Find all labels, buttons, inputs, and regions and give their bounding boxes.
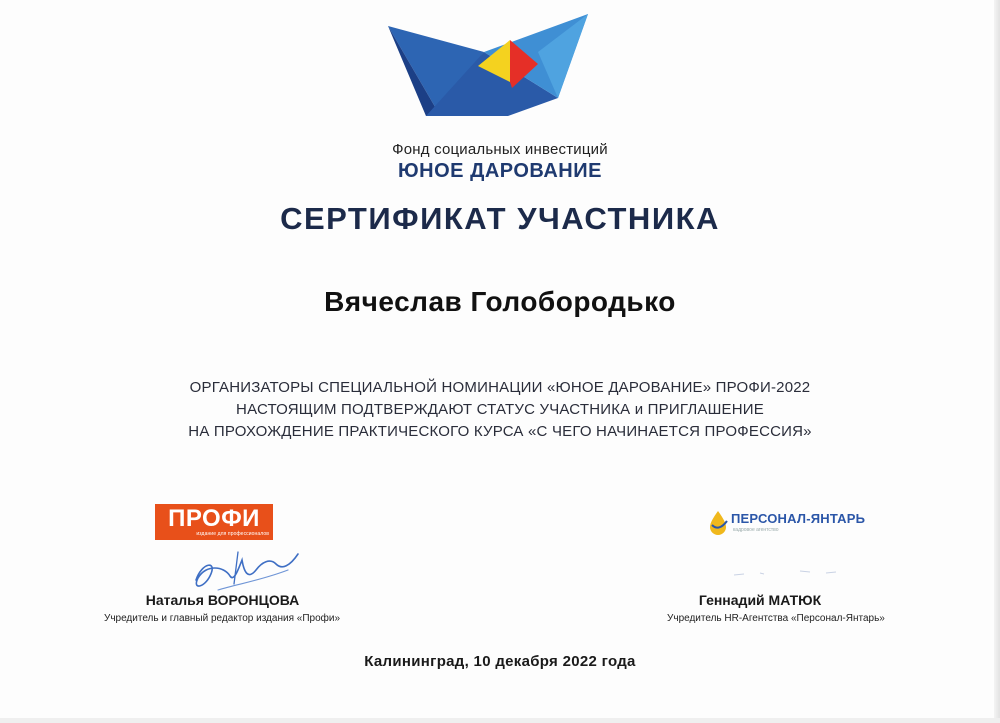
signer-right-name: Геннадий МАТЮК bbox=[698, 592, 822, 608]
amber-drop-icon bbox=[707, 509, 729, 535]
profi-logo bbox=[155, 504, 273, 540]
signer-left-role: Учредитель и главный редактор издания «Профи» bbox=[103, 613, 341, 624]
paper-boat-icon bbox=[388, 12, 592, 118]
personal-yantar-logo-subtext: кадровое агентство bbox=[733, 527, 779, 533]
signer-left-name: Наталья ВОРОНЦОВА bbox=[145, 592, 300, 608]
signer-right-role: Учредитель HR-Агентства «Персонал-Янтарь» bbox=[667, 613, 885, 624]
recipient-name: Вячеслав Голобородько bbox=[324, 286, 676, 317]
body-line-3: НА ПРОХОЖДЕНИЕ ПРАКТИЧЕСКОГО КУРСА «С ЧЕГО НАЧИНАЕТСЯ ПРОФЕССИЯ» bbox=[188, 423, 812, 440]
body-line-2: НАСТОЯЩИМ ПОДТВЕРЖДАЮТ СТАТУС УЧАСТНИКА и ПРИГЛАШЕНИЕ bbox=[236, 401, 764, 418]
faint-signature-right bbox=[730, 565, 840, 581]
signature-left bbox=[178, 540, 308, 600]
foundation-subtitle: Фонд социальных инвестиций bbox=[392, 141, 608, 158]
body-line-1: ОРГАНИЗАТОРЫ СПЕЦИАЛЬНОЙ НОМИНАЦИИ «ЮНОЕ ДАРОВАНИЕ» ПРОФИ-2022 bbox=[189, 379, 811, 396]
profi-logo-subtext: издание для профессионалов bbox=[196, 531, 269, 537]
personal-yantar-logo bbox=[707, 505, 866, 539]
profi-logo-text: ПРОФИ bbox=[168, 505, 260, 532]
personal-yantar-logo-text: ПЕРСОНАЛ-ЯНТАРЬ bbox=[731, 511, 866, 526]
place-and-date: Калининград, 10 декабря 2022 года bbox=[364, 653, 636, 670]
certificate-title: СЕРТИФИКАТ УЧАСТНИКА bbox=[280, 201, 720, 236]
foundation-name: ЮНОЕ ДАРОВАНИЕ bbox=[398, 160, 602, 182]
paper-edge-right bbox=[994, 0, 1000, 723]
paper-edge-bottom bbox=[0, 718, 1000, 723]
